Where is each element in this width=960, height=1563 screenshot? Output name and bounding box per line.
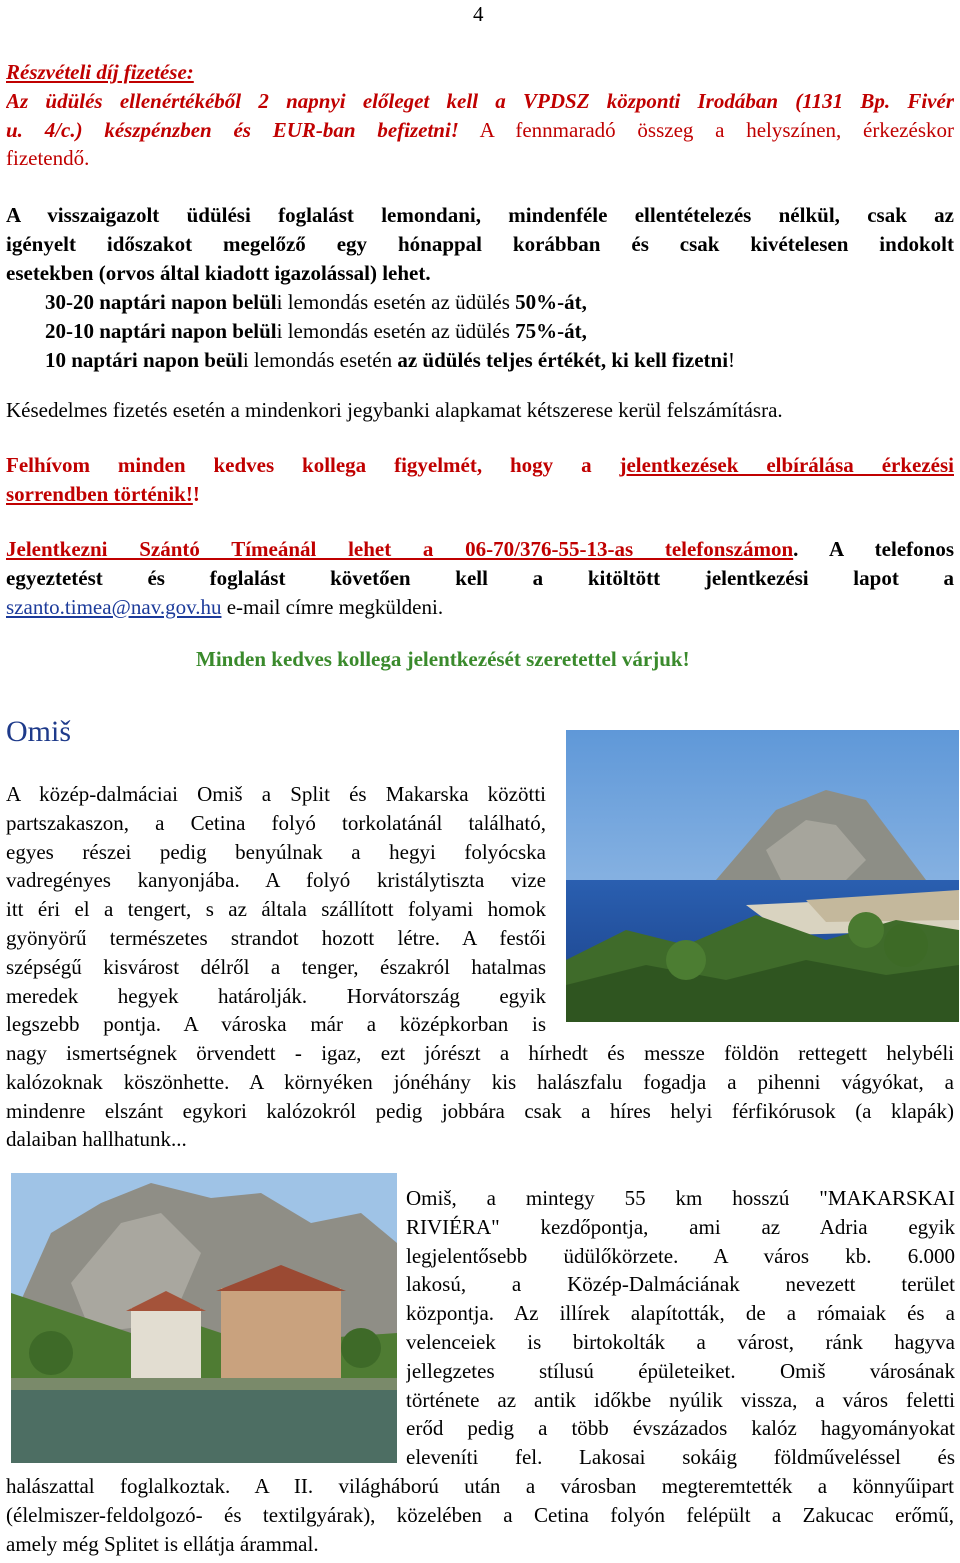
omis-paragraph-2-cont <box>6 1472 954 1558</box>
payment-section <box>6 58 954 173</box>
omis-p2-line: velenceiek is birtokolták a várost, ránk hagyva <box>406 1329 955 1354</box>
omis-heading: Omiš <box>6 715 72 748</box>
payment-line-1: Az üdülés ellenértékéből 2 napnyi előleget kell a VPDSZ központi Irodában (1131 Bp. Fivér <box>6 88 954 113</box>
cancellation-section <box>6 201 954 287</box>
cancellation-line-1: A visszaigazolt üdülési foglalást lemondani, mindenféle ellentételezés nélkül, csak az <box>6 203 954 227</box>
omis-coast-photo-graphic <box>566 730 959 1022</box>
notice-section <box>6 451 954 509</box>
omis-coast-photo <box>566 730 959 1022</box>
omis-town-photo-graphic <box>11 1173 397 1463</box>
omis-p2-line: története az antik időkbe nyúlik vissza, a város feletti <box>406 1387 955 1412</box>
payment-line-2: u. 4/c.) készpénzben és EUR-ban befizetni! A fennmaradó összeg a helyszínen, érkezéskor <box>6 117 954 142</box>
closing-line: Minden kedves kollega jelentkezését szeretettel várjuk! <box>196 647 690 671</box>
omis-p2-full-line: halászattal foglalkoztak. A II. világháború után a városban megteremtették a könnyűipart <box>6 1474 954 1498</box>
cancellation-rules <box>45 288 945 374</box>
omis-p1-full-line: kalózoknak köszönhette. A környéken jónéhány kis halászfalu fogadja a pihenni vágyókat, a <box>6 1069 954 1094</box>
omis-p2-full-line: amely még Splitet is ellátja árammal. <box>6 1531 319 1556</box>
omis-p1-full-line: nagy ismertségnek örvendett - igaz, ezt jórészt a hírhedt és messze földön rettegett helybéli <box>6 1041 954 1065</box>
omis-p1-line: vadregényes kanyonjába. A folyó kristálytiszta vize <box>6 868 546 893</box>
late-payment: Késedelmes fizetés esetén a mindenkori jegybanki alapkamat kétszerese kerül felszámításra. <box>6 398 783 422</box>
payment-line-3: fizetendő. <box>6 146 90 171</box>
omis-p2-line: lakosú, a Közép-Dalmáciának nevezett terület <box>406 1272 955 1297</box>
omis-p1-line: legszebb pontja. A városka már a középkorban is <box>6 1012 546 1037</box>
omis-p2-line: központja. Az illírek alapították, de a rómaiak és a <box>406 1301 955 1326</box>
cancellation-rule: 20-10 naptári napon belüli lemondás esetén az üdülés 75%-át, <box>45 318 587 343</box>
omis-p1-line: itt éri el a tengert, s az általa szállított folyami homok <box>6 897 546 922</box>
omis-p2-line: erőd pedig a több évszázados kalóz hagyományokat <box>406 1416 955 1441</box>
email-link[interactable]: szanto.timea@nav.gov.hu <box>6 594 222 619</box>
registration-line-1: Jelentkezni Szántó Tímeánál lehet a 06-70/376-55-13-as telefonszámon. A telefonos <box>6 537 954 561</box>
omis-p2-line: legjelentősebb üdülőkörzete. A város kb. 6.000 <box>406 1243 955 1268</box>
omis-p1-full-line: dalaiban hallhatunk... <box>6 1127 187 1152</box>
omis-paragraph-1 <box>6 780 546 1039</box>
omis-p1-line: A közép-dalmáciai Omiš a Split és Makarska közötti <box>6 782 546 806</box>
registration-line-2: egyeztetést és foglalást követően kell a kitöltött jelentkezési lapot a <box>6 565 954 590</box>
cancellation-line-3: esetekben (orvos által kiadott igazolással) lehet. <box>6 260 431 285</box>
registration-section <box>6 535 954 621</box>
notice-line-2: sorrendben történik!! <box>6 481 200 506</box>
registration-line-3: szanto.timea@nav.gov.hu e-mail címre megküldeni. <box>6 594 444 619</box>
omis-p1-full-line: mindenre elszánt egykori kalózokról pedig jobbára csak a híres helyi férfikórusok (a klapák) <box>6 1098 954 1123</box>
payment-heading: Részvételi díj fizetése: <box>6 60 194 84</box>
omis-p1-line: partszakaszon, a Cetina folyó torkolatánál található, <box>6 810 546 835</box>
omis-p1-line: meredek hegyek határolják. Horvátország egyik <box>6 983 546 1008</box>
omis-p2-full-line: (élelmiszer-feldolgozó- és textilgyárak), közelében a Cetina folyón felépült a Zakucac erőmű, <box>6 1502 954 1527</box>
omis-paragraph-2 <box>406 1184 955 1472</box>
omis-p2-line: eleveníti fel. Lakosai sokáig földműveléssel és <box>406 1445 955 1470</box>
omis-paragraph-1-cont <box>6 1039 954 1154</box>
omis-p2-line: jellegzetes stílusú épületeiket. Omiš városának <box>406 1358 955 1383</box>
omis-p1-line: egyes részei pedig benyúlnak a hegyi folyócska <box>6 839 546 864</box>
cancellation-rule: 30-20 naptári napon belüli lemondás esetén az üdülés 50%-át, <box>45 290 587 314</box>
page-number: 4 <box>473 2 484 26</box>
cancellation-line-2: igényelt időszakot megelőző egy hónappal korábban és csak kivételesen indokolt <box>6 231 954 256</box>
omis-p2-line: Omiš, a mintegy 55 km hosszú "MAKARSKAI <box>406 1186 955 1210</box>
cancellation-rule: 10 naptári napon beüli lemondás esetén az üdülés teljes értékét, ki kell fizetni! <box>45 347 736 372</box>
omis-town-photo <box>11 1173 397 1463</box>
omis-p2-line: RIVIÉRA" kezdőpontja, ami az Adria egyik <box>406 1214 955 1239</box>
notice-line-1: Felhívom minden kedves kollega figyelmét, hogy a jelentkezések elbírálása érkezési <box>6 453 954 477</box>
omis-p1-line: gyönyörű természetes strandot hozott létre. A festői <box>6 925 546 950</box>
omis-p1-line: szépségű kisvárost délről a tenger, északról hatalmas <box>6 954 546 979</box>
